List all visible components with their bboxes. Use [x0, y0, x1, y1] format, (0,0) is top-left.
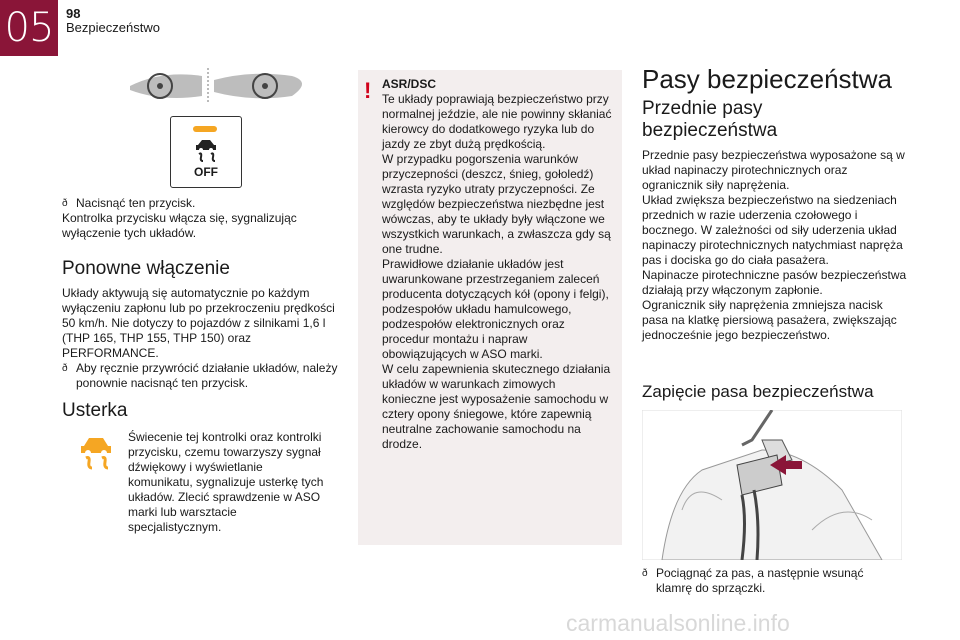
front-belts-p2: Układ zwiększa bezpieczeństwo na siedzeniach przednich w razie uderzenia czołowego i bocznego. W zależności od siły uderzenia układ napinaczy pirotechnicznych natychmiast napręża pas i dociska go do ciała pasażera.	[642, 193, 903, 267]
reenable-bullet: ð Aby ręcznie przywrócić działanie układów, należy ponownie nacisnąć ten przycisk.	[62, 361, 342, 391]
chapter-tab: 05	[0, 0, 58, 56]
fault-warning-icon	[78, 434, 114, 474]
fasten-step	[642, 566, 902, 596]
fault-heading: Usterka	[62, 400, 128, 421]
warning-box-content	[382, 77, 612, 452]
watermark: carmanualsonline.info	[566, 610, 790, 636]
step-press-button: ð Nacisnąć ten przycisk.	[62, 196, 342, 211]
front-belts-heading: Przednie pasy bezpieczeństwa	[642, 98, 778, 141]
front-belts-p4: Ogranicznik siły naprężenia zmniejsza nacisk pasa na klatkę piersiową pasażera, zwiększając jednocześnie jego bezpieczeństwo.	[642, 298, 897, 342]
warning-mark: !	[364, 78, 372, 103]
seatbelts-title: Pasy bezpieczeństwa	[642, 64, 893, 94]
steering-wheel-illustration	[122, 66, 322, 106]
warning-paragraph-2: W przypadku pogorszenia warunków przyczepności (deszcz, śnieg, gołoledź) wzrasta ryzyko utraty przyczepności. Ze względów bezpieczeństwa niezbędne jest wówczas, aby te układy były włączone we wszystkich warunkach, a zwłaszcza gdy są one trudne.	[382, 152, 611, 256]
left-column	[62, 196, 342, 241]
skid-car-icon	[193, 137, 219, 163]
section-name: Bezpieczeństwo	[66, 20, 160, 35]
warning-paragraph-4: W celu zapewnienia skutecznego działania układów w warunkach zimowych konieczne jest wyposażenie samochodu w cztery opony śniegowe, które zapewnią neutralne zachowanie samochodu na drodze.	[382, 362, 611, 451]
front-belts-p3: Napinacze pirotechniczne pasów bezpieczeństwa działają przy włączonym zapłonie.	[642, 268, 907, 297]
fasten-step-text: ð Pociągnąć za pas, a następnie wsunąć klamrę do sprzączki.	[642, 566, 902, 596]
front-belts-text	[642, 148, 907, 343]
warning-paragraph-3: Prawidłowe działanie układów jest uwarunkowane przestrzeganiem zaleceń producenta dotyczących kół (opony i felgi), podzespołów układu hamulcowego, podzespołów elektronicznych oraz procedur montażu i napraw obowiązujących w ASO marki.	[382, 257, 609, 361]
seatbelt-buckle-illustration	[642, 410, 902, 560]
step-description: Kontrolka przycisku włącza się, sygnalizując wyłączenie tych układów.	[62, 211, 297, 240]
front-belts-p1: Przednie pasy bezpieczeństwa wyposażone są w układ napinaczy pirotechnicznych oraz ogranicznik siły naprężenia.	[642, 148, 905, 192]
warning-paragraph-1: Te układy poprawiają bezpieczeństwo przy normalnej jeździe, ale nie powinny skłaniać kierowcy do dodatkowego ryzyka lub do jazdy ze zbyt dużą prędkością.	[382, 92, 612, 151]
reenable-heading: Ponowne włączenie	[62, 258, 230, 279]
off-label: OFF	[194, 165, 218, 179]
page-number: 98	[66, 6, 81, 21]
fasten-heading: Zapięcie pasa bezpieczeństwa	[642, 382, 874, 401]
reenable-text: Układy aktywują się automatycznie po każdym wyłączeniu zapłonu lub po przekroczeniu prędkości 50 km/h. Nie dotyczy to pojazdów z silnikami 1,6 l (THP 165, THP 155, THP 150) oraz PERFORMANCE.	[62, 286, 335, 360]
esc-off-button	[170, 116, 242, 188]
fault-text: Świecenie tej kontrolki oraz kontrolki przycisku, czemu towarzyszy sygnał dźwiękowy i wyświetlanie komunikatu, sygnalizuje usterkę tych układów. Zlecić sprawdzenie w ASO marki lub warsztacie specjalistycznym.	[128, 430, 324, 534]
reenable-section	[62, 286, 342, 391]
indicator-light	[193, 126, 217, 132]
warning-title: ASR/DSC	[382, 77, 437, 91]
